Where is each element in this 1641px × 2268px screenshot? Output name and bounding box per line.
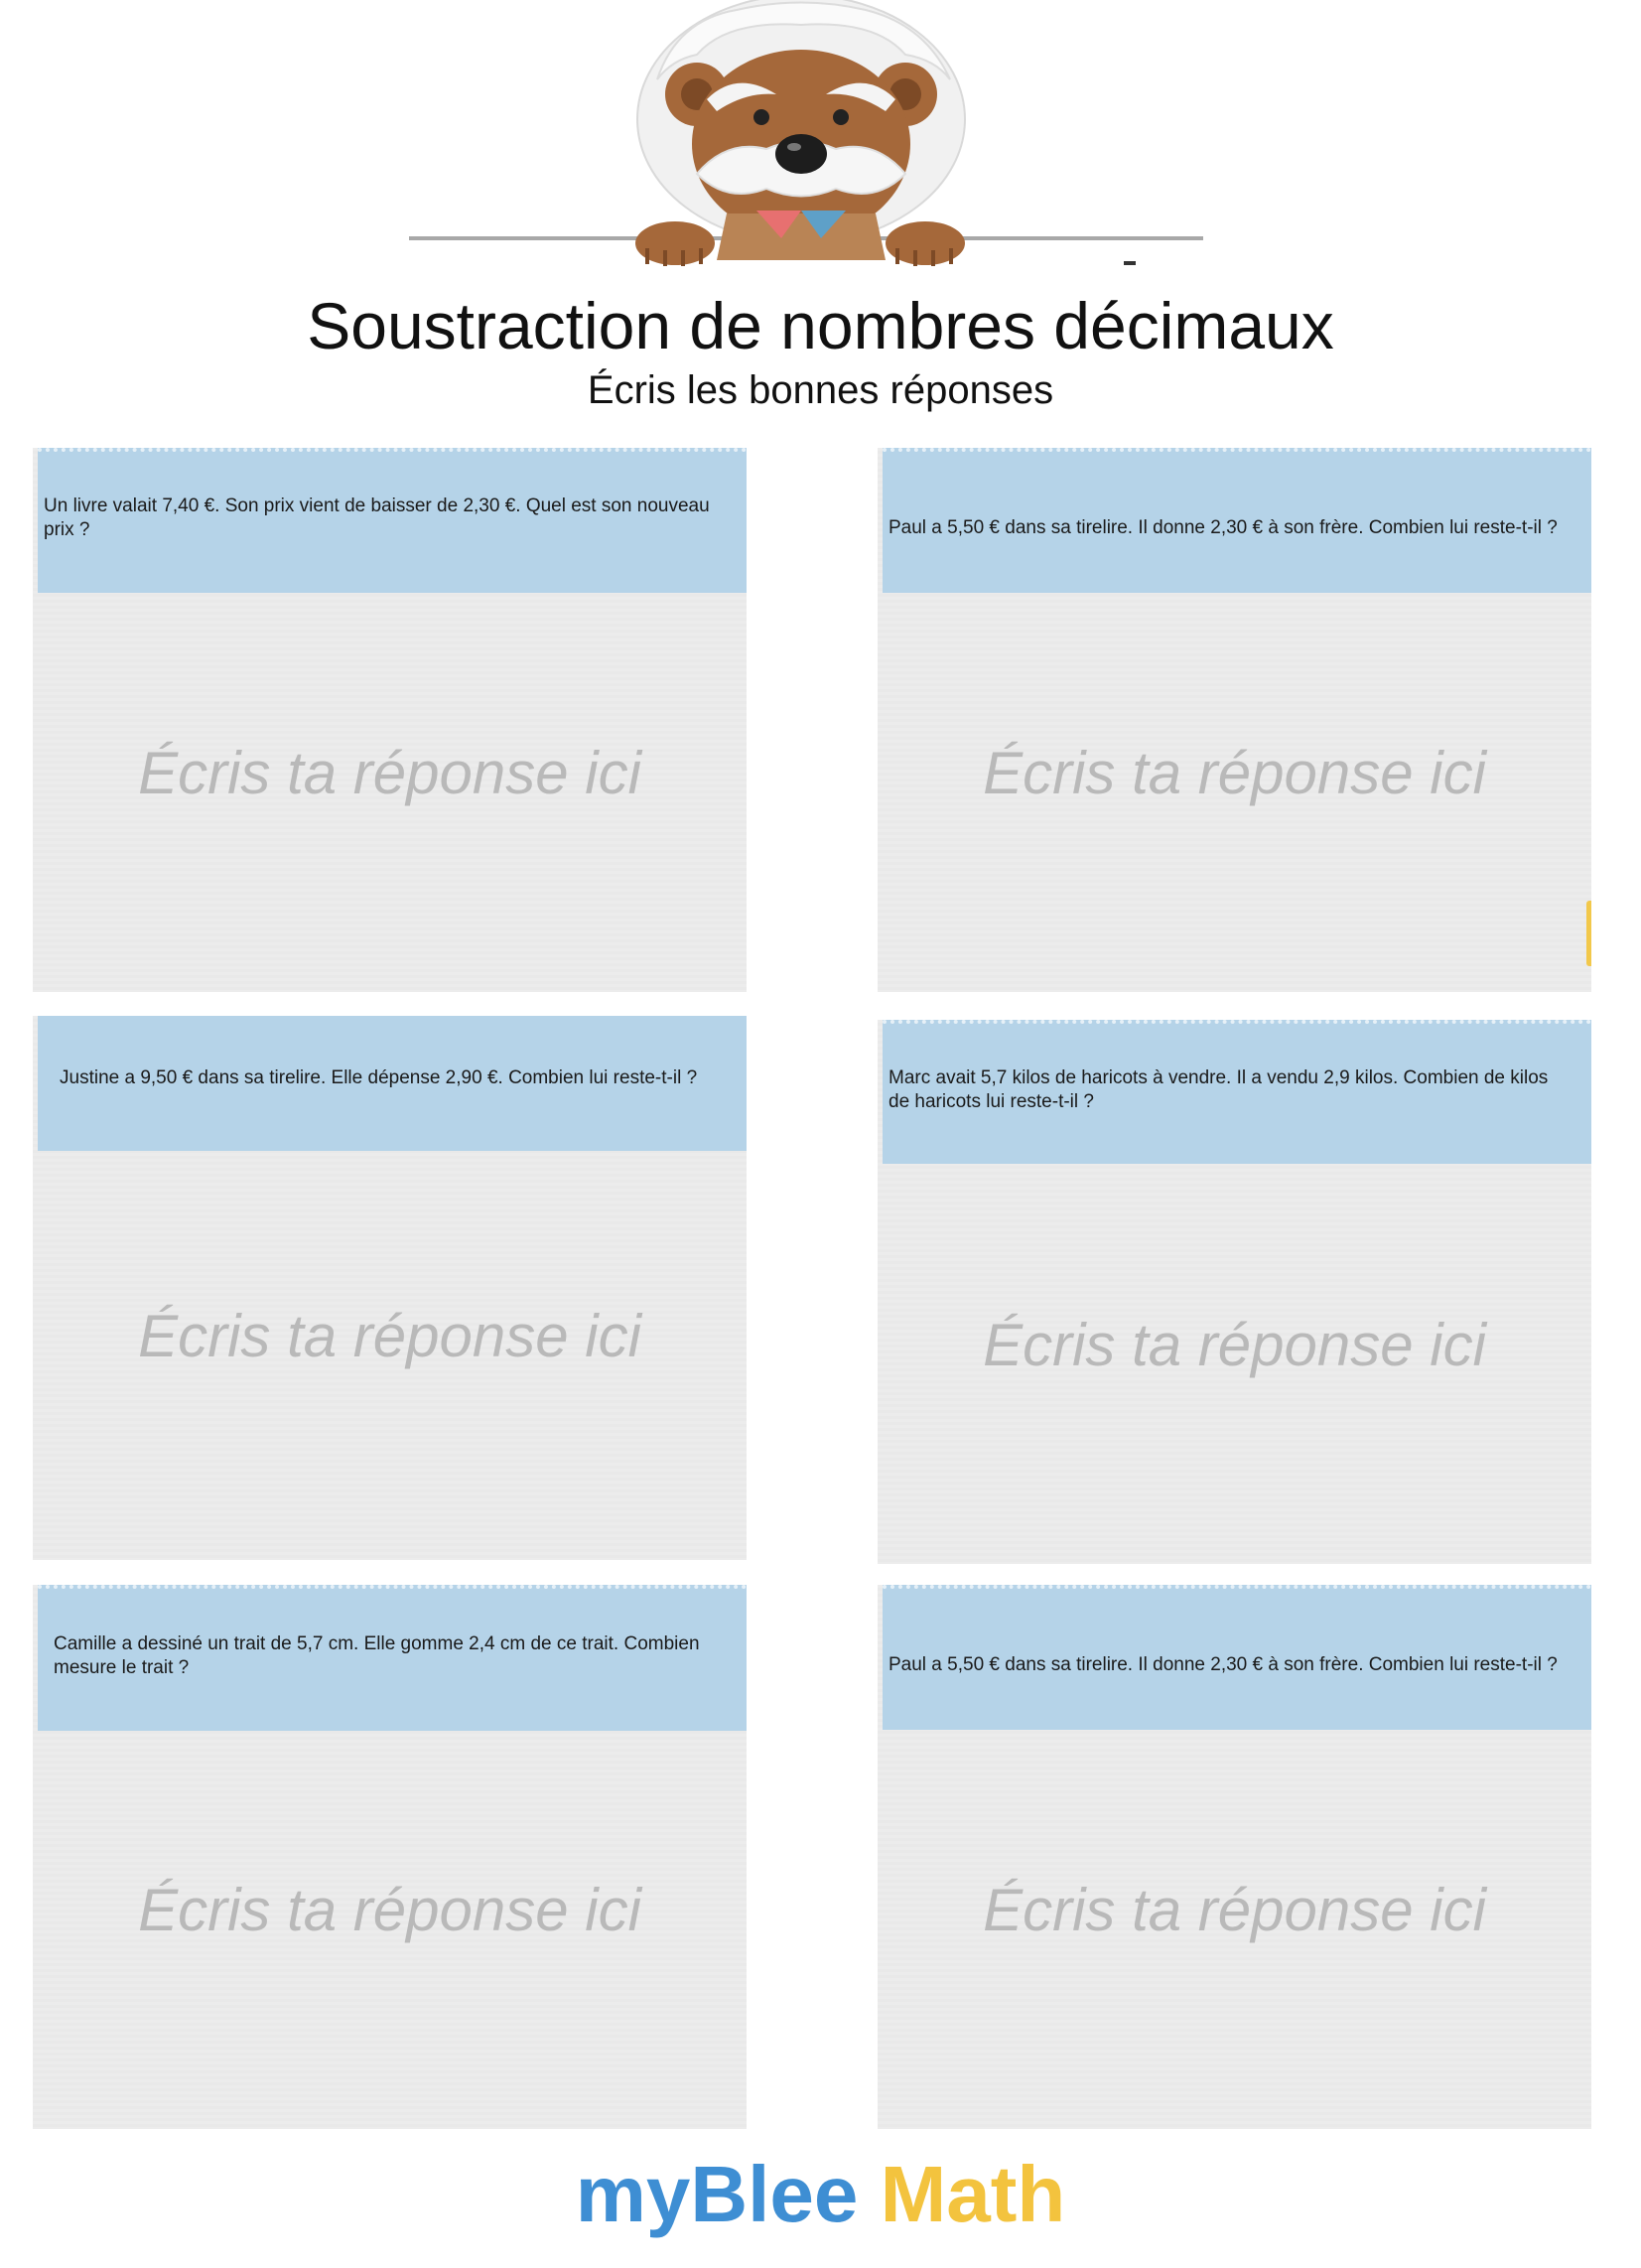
question-band [38,448,747,593]
exercise-card-1 [33,448,747,992]
exercise-card-3 [33,1016,747,1560]
question-text: Justine a 9,50 € dans sa tirelire. Elle dépense 2,90 €. Combien lui reste-t-il ? [60,1067,698,1088]
exercise-card-4 [878,1020,1591,1564]
question-band [883,448,1591,593]
exercise-card-5 [33,1585,747,2129]
answer-field[interactable]: Écris ta réponse ici [138,1302,641,1369]
mascot-lion-illustration [409,0,1243,268]
question-text: Marc avait 5,7 kilos de haricots à vendre. Il a vendu 2,9 kilos. Combien de kilos de haricots lui reste-t-il ? [889,1066,1549,1112]
page-subtitle: Écris les bonnes réponses [587,368,1054,412]
brand-math: Math [880,2150,1066,2238]
question-text: Paul a 5,50 € dans sa tirelire. Il donne 2,30 € à son frère. Combien lui reste-t-il ? [889,517,1558,538]
question-text: Paul a 5,50 € dans sa tirelire. Il donne 2,30 € à son frère. Combien lui reste-t-il ? [889,1654,1558,1675]
answer-field[interactable]: Écris ta réponse ici [983,1876,1486,1943]
edge-marker [1586,901,1591,966]
brand-logo [0,2145,1641,2244]
answer-field[interactable]: Écris ta réponse ici [983,739,1486,806]
exercise-card-6 [878,1585,1591,2129]
answer-field[interactable]: Écris ta réponse ici [983,1311,1486,1378]
question-text: Camille a dessiné un trait de 5,7 cm. Elle gomme 2,4 cm de ce trait. Combien mesure le trait ? [54,1632,700,1678]
question-text: Un livre valait 7,40 €. Son prix vient de baisser de 2,30 €. Quel est son nouveau prix ? [44,496,710,540]
question-band [38,1016,747,1151]
answer-field[interactable]: Écris ta réponse ici [138,739,641,806]
page-title: Soustraction de nombres décimaux [307,289,1334,362]
brand-myblee: myBlee [575,2150,859,2238]
question-band [883,1585,1591,1730]
question-band [38,1585,747,1731]
question-band [883,1020,1591,1164]
exercise-card-2 [878,448,1591,992]
answer-field[interactable]: Écris ta réponse ici [138,1876,641,1943]
